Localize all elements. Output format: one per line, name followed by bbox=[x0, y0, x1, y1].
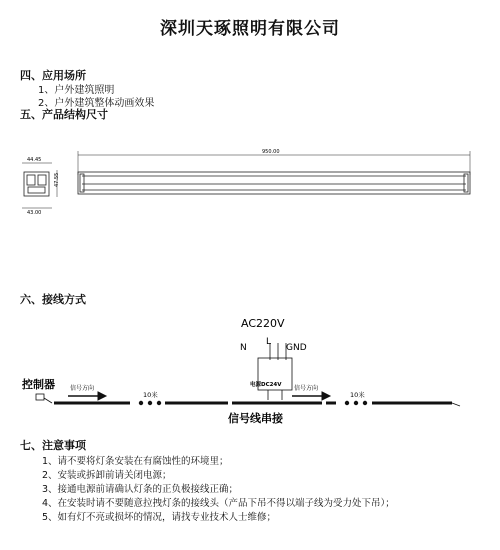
distance-label-1: 10米 bbox=[143, 391, 158, 399]
note-item-5: 5、如有灯不亮或损坏的情况，请找专业技术人士维修； bbox=[42, 512, 277, 523]
gnd-terminal-label: GND bbox=[286, 343, 307, 353]
signal-serial-label: 信号线串接 bbox=[228, 412, 283, 425]
section-5-heading: 五、产品结构尺寸 bbox=[20, 108, 108, 121]
ac-voltage-label: AC220V bbox=[241, 317, 285, 330]
wiring-diagram bbox=[36, 343, 460, 406]
signal-direction-label-2: 信号方向 bbox=[294, 385, 319, 392]
l-terminal-label: L bbox=[266, 337, 272, 347]
note-item-4: 4、在安装时请不要随意拉拽灯条的接线头（产品下吊不得以端子线为受力处下吊）； bbox=[42, 498, 395, 509]
power-supply-label: 电源DC24V bbox=[250, 382, 282, 388]
bar-side-drawing bbox=[78, 151, 470, 194]
controller-label: 控制器 bbox=[22, 378, 55, 391]
application-item-2: 2、户外建筑整体动画效果 bbox=[38, 98, 155, 109]
signal-direction-label-1: 信号方向 bbox=[70, 385, 95, 392]
note-item-2: 2、安装或拆卸前请关闭电源； bbox=[42, 470, 172, 481]
note-item-3: 3、接通电源前请确认灯条的正负极接线正确； bbox=[42, 484, 239, 495]
n-terminal-label: N bbox=[240, 343, 247, 353]
application-item-1: 1、户外建筑照明 bbox=[38, 85, 115, 96]
company-title: 深圳天琢照明有限公司 bbox=[160, 19, 340, 39]
section-4-heading: 四、应用场所 bbox=[20, 69, 86, 82]
dim-width-bottom: 43.00 bbox=[27, 210, 42, 216]
profile-section-drawing bbox=[22, 163, 57, 208]
dim-width-top: 44.45 bbox=[27, 157, 42, 163]
dim-height: 47.55 bbox=[54, 172, 60, 187]
distance-label-2: 10米 bbox=[350, 391, 365, 399]
dim-length: 950.00 bbox=[262, 149, 280, 155]
section-6-heading: 六、接线方式 bbox=[20, 293, 86, 306]
section-7-heading: 七、注意事项 bbox=[20, 439, 86, 452]
note-item-1: 1、请不要将灯条安装在有腐蚀性的环境里； bbox=[42, 456, 229, 467]
